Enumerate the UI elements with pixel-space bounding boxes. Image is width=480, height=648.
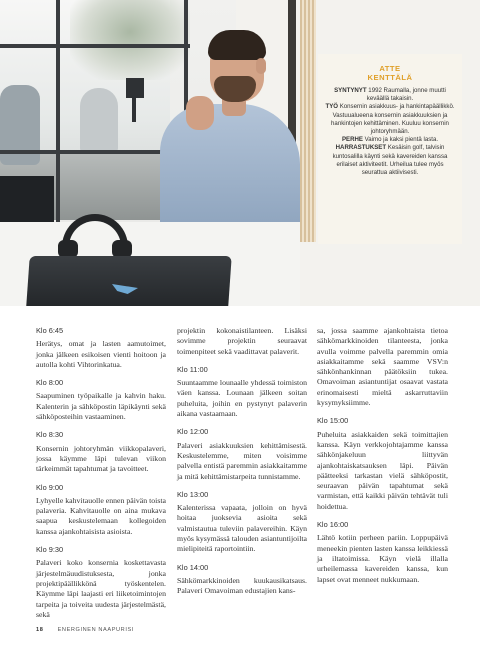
profile-label: HARRASTUKSET (335, 144, 387, 152)
profile-row (334, 87, 446, 102)
entry-text: Palaveri koko konsernia koskettavasta järjestelmäuudistuksesta, jonka projektipäällikkönä työskentelen. Käymme läpi laajasti eri liiketoimintojen tarpeita ja toiveita uudesta järjestelmästä, sekä (36, 558, 166, 619)
person-hand (186, 96, 214, 130)
schedule-entry (36, 483, 166, 537)
person-hair (208, 30, 266, 60)
person-shirt (160, 104, 300, 234)
entry-text: Herätys, omat ja lasten aamutoimet, jonka jälkeen esikoisen vienti hoitoon ja autolla kohti Vihtorinkatua. (36, 339, 166, 369)
profile-text: Vaimo ja kaksi pientä lasta. (362, 136, 439, 144)
profile-text: Kesäisin golf, talvisin kuntosalilla käynti sekä kavereiden kanssa erilaiset aktiviteetit. Urheilua tulee myös seurattua aktiivisesti. (332, 144, 448, 177)
window-frame (56, 0, 60, 240)
outside-greenery (70, 0, 190, 80)
profile-row (325, 103, 454, 135)
entry-time: Klo 15:00 (317, 416, 349, 426)
entry-text: Saapuminen työpaikalle ja kahvin haku. Kalenterin ja sähköpostin läpikäynti sekä sähköposteihin vastaaminen. (36, 391, 166, 422)
entry-text: Lyhyelle kahvitauolle ennen päivän toista palaveria. Kahvitauolle on aina mukava saapua keskustelemaan kollegoiden kanssa ajankohtaisista asioista. (36, 495, 166, 536)
profile-row (333, 144, 448, 176)
magazine-name: ENERGINEN NAAPURISI (57, 627, 134, 633)
window-frame (0, 44, 190, 48)
entry-text: Lähtö kotiin perheen pariin. Loppupäivä meneekin pienten lasten kanssa leikkiessä ja iltatoimissa. Käyn vielä illalla urheilemassa kavereiden kanssa, kun lapset ovat menneet nukkumaan. (317, 533, 448, 584)
schedule-entry (36, 326, 166, 370)
profile-label: SYNTYNYT (334, 87, 367, 94)
entry-text: Suuntaamme lounaalle yhdessä toimiston väen kanssa. Lounaan jälkeen soitan puheluita, joihin en pystynyt palaverin aikana vastaamaan. (177, 378, 307, 419)
text-column-1 (36, 326, 166, 628)
profile-name: ATTE KENTTÄLÄ (367, 64, 413, 82)
entry-text: Palaveri asiakkuuksien kehittämisestä. Keskustelemme, miten voisimme palvella entistä paremmin asiakkaitamme ja mitä kehittämistarpeita tunnistamme. (177, 440, 307, 481)
text-column-2 (177, 326, 307, 605)
laptop (26, 256, 231, 306)
lounge-chair-2 (80, 88, 118, 154)
profile-row (342, 136, 438, 143)
schedule-entry (36, 430, 166, 474)
profile-infobox (318, 54, 462, 244)
continued-text: sa, jossa saamme ajankohtaista tietoa sähkömarkkinoiden tilanteesta, jonka avulla voimme palvella paremmin omia asiakkaitamme sekä saamme VSV:n sähkönhankinnan päätöksiin tukea. Omavoiman asiantuntijat osaavat vastata erinomaisesti mieltä askarruttaviin kysymyksiimme. (317, 326, 448, 408)
schedule-entry (36, 378, 166, 422)
entry-time: Klo 6:45 (36, 326, 64, 335)
schedule-entry (177, 427, 307, 481)
entry-time: Klo 16:00 (317, 520, 349, 530)
entry-text: Konsernin johtoryhmän viikkopalaveri, jossa käymme läpi tulevan viikon tärkeimmät tapahtumat ja tavoitteet. (36, 443, 166, 474)
entry-time: Klo 8:30 (36, 430, 64, 440)
entry-time: Klo 9:00 (36, 482, 64, 492)
continued-text: projektin kokonaistilanteen. Lisäksi sovimme projektin seuraavat toimenpiteet sekä vaadittavat palaverit. (177, 326, 307, 356)
schedule-entry (317, 416, 448, 512)
entry-text: Kalenterissa vapaata, jolloin on hyvä hoitaa juoksevia asioita sekä valmistautua tuleviin palavereihin. Käyn myös kysymässä talouden asiantuntijoilta mielipiteitä raportointiin. (177, 503, 307, 554)
page-footer (36, 627, 134, 633)
wooden-slats (300, 0, 316, 242)
entry-time: Klo 9:30 (36, 545, 64, 555)
schedule-entry (177, 490, 307, 555)
entry-text: Sähkömarkkinoiden kuukausikatsaus. Palaveri Omavoiman edustajien kans- (177, 575, 307, 596)
bar-stool-leg (132, 98, 136, 122)
schedule-entry (177, 563, 307, 597)
page-number: 18 (36, 627, 44, 633)
profile-details (324, 87, 456, 177)
text-column-3 (317, 326, 448, 593)
profile-label: PERHE (341, 136, 363, 144)
entry-time: Klo 12:00 (177, 427, 209, 437)
schedule-entry (177, 365, 307, 419)
schedule-entry (36, 545, 166, 620)
entry-text: Puheluita asiakkaiden sekä toimittajien kanssa. Käyn verkkojohtajamme kanssa sähkönjakeluun liittyvän ajankohtaiskatsauksen läpi. Päivän päätteeksi tarkastan vielä sähköpostit, seuraavan päivän tapahtumat sekä varmistan, että kaikki päivän tehtävät tuli hoidettua. (317, 429, 448, 511)
entry-time: Klo 13:00 (177, 489, 209, 499)
schedule-entry (317, 520, 448, 585)
bar-stool (126, 78, 144, 98)
entry-time: Klo 8:00 (36, 378, 64, 388)
profile-label: TYÖ (325, 103, 338, 111)
desk-monitor (0, 176, 54, 222)
profile-text: 1992 Raumalla, jonne muutti keväällä takaisin. (366, 87, 446, 103)
entry-time: Klo 14:00 (177, 562, 209, 572)
entry-time: Klo 11:00 (177, 364, 208, 374)
person-ear (256, 58, 266, 74)
profile-text: Konsernin asiakkuus- ja hankintapäällikkö. Vastuualueena konsernin asiakkuuksien ja hankintojen kehittäminen. Kuuluu konsernin johtoryhmään. (331, 103, 455, 136)
